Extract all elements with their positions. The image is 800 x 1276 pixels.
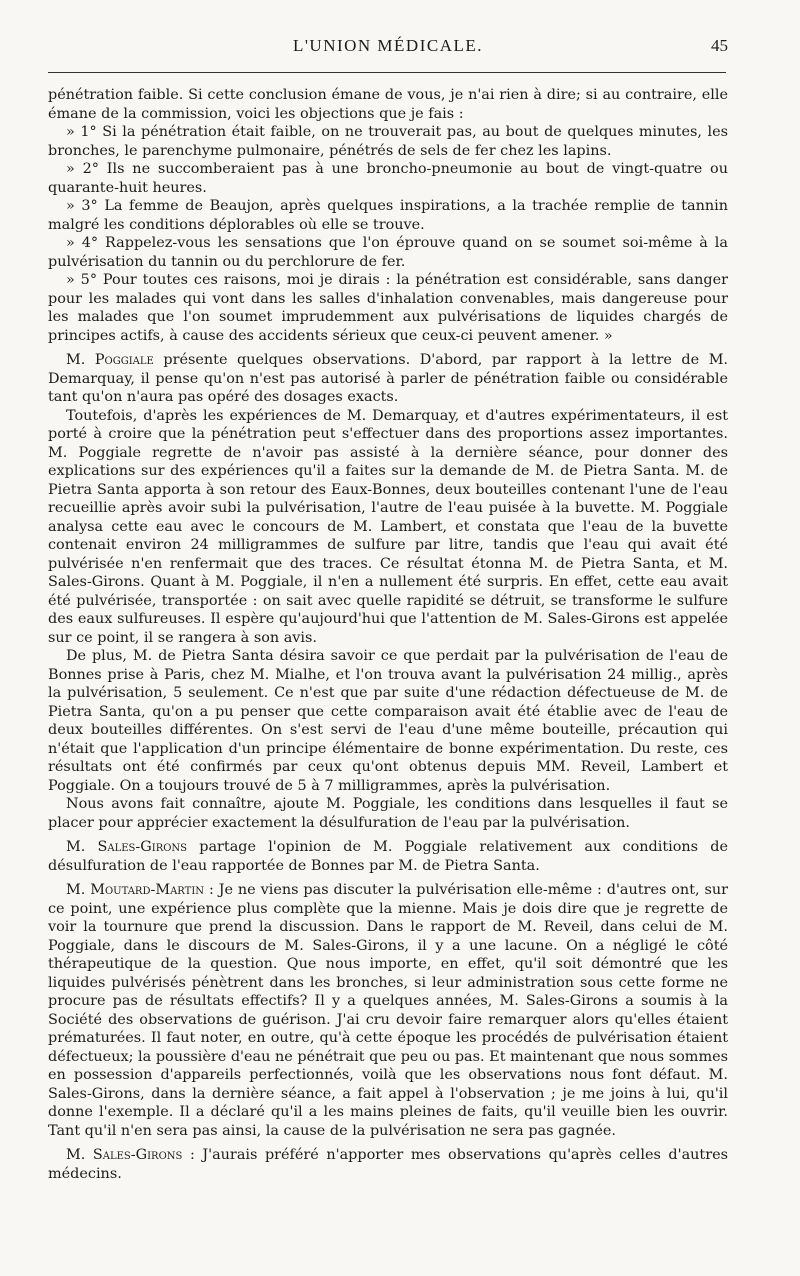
paragraph-text: Nous avons fait connaître, ajoute M. Poggiale, les conditions dans lesquelles il faut se placer pour apprécier exactement la désulfuration de l'eau par la pulvérisation. xyxy=(48,796,728,831)
header-rule xyxy=(48,72,726,73)
paragraph-poggiale xyxy=(48,351,728,407)
paragraph-text: » 3° La femme de Beaujon, après quelques inspirations, a la trachée remplie de tannin malgré les conditions déplorables où elle se trouve. xyxy=(48,198,728,233)
objection-1 xyxy=(48,123,728,160)
paragraph-sales-girons-2 xyxy=(48,1146,728,1183)
speaker-name: M. Poggiale xyxy=(66,352,154,368)
paragraph-text: De plus, M. de Pietra Santa désira savoir ce que perdait par la pulvérisation de l'eau de Bonnes prise à Paris, chez M. Mialhe, et l'on trouva avant la pulvérisation 24 millig., après la pulvérisation, 5 seulement. Ce n'est que par suite d'une rédaction défectueuse de M. de Pietra Santa, qu'on a pu penser que cette comparaison avait été établie avec de l'eau de deux bouteilles différentes. On s'est servi de l'eau d'une même bouteille, précaution qui n'était que l'application d'un principe élémentaire de bonne expérimentation. Du reste, ces résultats ont été confirmés par ceux qu'ont obtenus depuis MM. Reveil, Lambert et Poggiale. On a toujours trouvé de 5 à 7 milligrammes, après la pulvérisation. xyxy=(48,648,728,794)
running-header xyxy=(48,36,728,60)
paragraph-text: : Je ne viens pas discuter la pulvérisation elle-même : d'autres ont, sur ce point, une expérience plus complète que la mienne. Mais je dois dire que je regrette de voir la tournure que prend la discussion. Dans le rapport de M. Reveil, dans celui de M. Poggiale, dans le discours de M. Sales-Girons, il y a une lacune. On a négligé le côté thérapeutique de la question. Que nous importe, en effet, qu'il soit démontré que les liquides pulvérisés pénètrent dans les bronches, si leur administration sous cette forme ne procure pas de résultats effectifs? Il y a quelques années, M. Sales-Girons a soumis à la Société des observations de guérison. J'ai cru devoir faire remarquer alors qu'elles étaient prématurées. Il faut noter, en outre, qu'à cette époque les procédés de pulvérisation étaient défectueux; la poussière d'eau ne pénétrait que peu ou pas. Et maintenant que nous sommes en possession d'appareils perfectionnés, voilà que les observations nous font défaut. M. Sales-Girons, dans la dernière séance, a fait appel à l'observation ; je me joins à lui, qu'il donne l'exemple. Il a déclaré qu'il a les mains pleines de faits, qu'il veuille bien les ouvrir. Tant qu'il n'en sera pas ainsi, la cause de la pulvérisation ne sera pas gagnée. xyxy=(48,882,728,1139)
paragraph-continuation xyxy=(48,86,728,123)
objection-5 xyxy=(48,271,728,345)
paragraph-text: Toutefois, d'après les expériences de M. Demarquay, et d'autres expérimentateurs, il est porté à croire que la pénétration peut s'effectuer dans des proportions assez importantes. M. Poggiale regrette de n'avoir pas assisté à la dernière séance, pour donner des explications sur des expériences qu'il a faites sur la demande de M. de Pietra Santa. M. de Pietra Santa apporta à son retour des Eaux-Bonnes, deux bouteilles contenant l'une de l'eau recueillie après avoir subi la pulvérisation, l'autre de l'eau puisée à la buvette. M. Poggiale analysa cette eau avec le concours de M. Lambert, et constata que l'eau de la buvette contenait environ 24 milligrammes de sulfure par litre, tandis que l'eau qui avait été pulvérisée n'en renfermait que des traces. Ce résultat étonna M. de Pietra Santa, et M. Sales-Girons. Quant à M. Poggiale, il n'en a nullement été surpris. En effet, cette eau avait été pulvérisée, transportée : on sait avec quelle rapidité se détruit, se transforme le sulfure des eaux sulfureuses. Il espère qu'aujourd'hui que l'attention de M. Sales-Girons est appelée sur ce point, il se rangera à son avis. xyxy=(48,407,728,646)
paragraph-text: » 1° Si la pénétration était faible, on ne trouverait pas, au bout de quelques minutes, les bronches, le parenchyme pulmonaire, pénétrés de sels de fer chez les lapins. xyxy=(48,124,728,159)
paragraph-moutard-martin xyxy=(48,881,728,1140)
speaker-name: M. Sales-Girons xyxy=(66,839,188,855)
paragraph-nous-avons xyxy=(48,795,728,832)
page-number: 45 xyxy=(711,36,728,55)
body-text xyxy=(48,86,728,1183)
objection-4 xyxy=(48,234,728,271)
speaker-name: M. Moutard-Martin xyxy=(66,882,205,898)
paragraph-text: » 2° Ils ne succomberaient pas à une broncho-pneumonie au bout de vingt-quatre ou quarante-huit heures. xyxy=(48,161,728,196)
paragraph-text: » 4° Rappelez-vous les sensations que l'on éprouve quand on se soumet soi-même à la pulvérisation du tannin ou du perchlorure de fer. xyxy=(48,235,728,270)
objection-3 xyxy=(48,197,728,234)
running-title: L'UNION MÉDICALE. xyxy=(292,36,484,55)
paragraph-toutefois xyxy=(48,407,728,648)
objection-2 xyxy=(48,160,728,197)
paragraph-text: » 5° Pour toutes ces raisons, moi je dirais : la pénétration est considérable, sans danger pour les malades qui vont dans les salles d'inhalation convenables, mais dangereuse pour les malades que l'on soumet imprudemment aux pulvérisations de liquides chargés de principes actifs, à cause des accidents sérieux que ceux-ci peuvent amener. » xyxy=(48,272,728,344)
paragraph-text: pénétration faible. Si cette conclusion émane de vous, je n'ai rien à dire; si au contraire, elle émane de la commission, voici les objections que je fais : xyxy=(48,87,728,122)
paragraph-text: présente quelques observations. D'abord, par rapport à la lettre de M. Demarquay, il pense qu'on n'est pas autorisé à parler de pénétration faible ou considérable tant qu'on n'aura pas opéré des dosages exacts. xyxy=(48,352,729,405)
paragraph-sales-girons-1 xyxy=(48,838,728,875)
paragraph-text: : J'aurais préféré n'apporter mes observations qu'après celles d'autres médecins. xyxy=(48,1147,728,1182)
speaker-name: M. Sales-Girons xyxy=(66,1147,183,1163)
paragraph-text: partage l'opinion de M. Poggiale relativement aux conditions de désulfuration de l'eau rapportée de Bonnes par M. de Pietra Santa. xyxy=(48,839,728,874)
paragraph-de-plus xyxy=(48,647,728,795)
